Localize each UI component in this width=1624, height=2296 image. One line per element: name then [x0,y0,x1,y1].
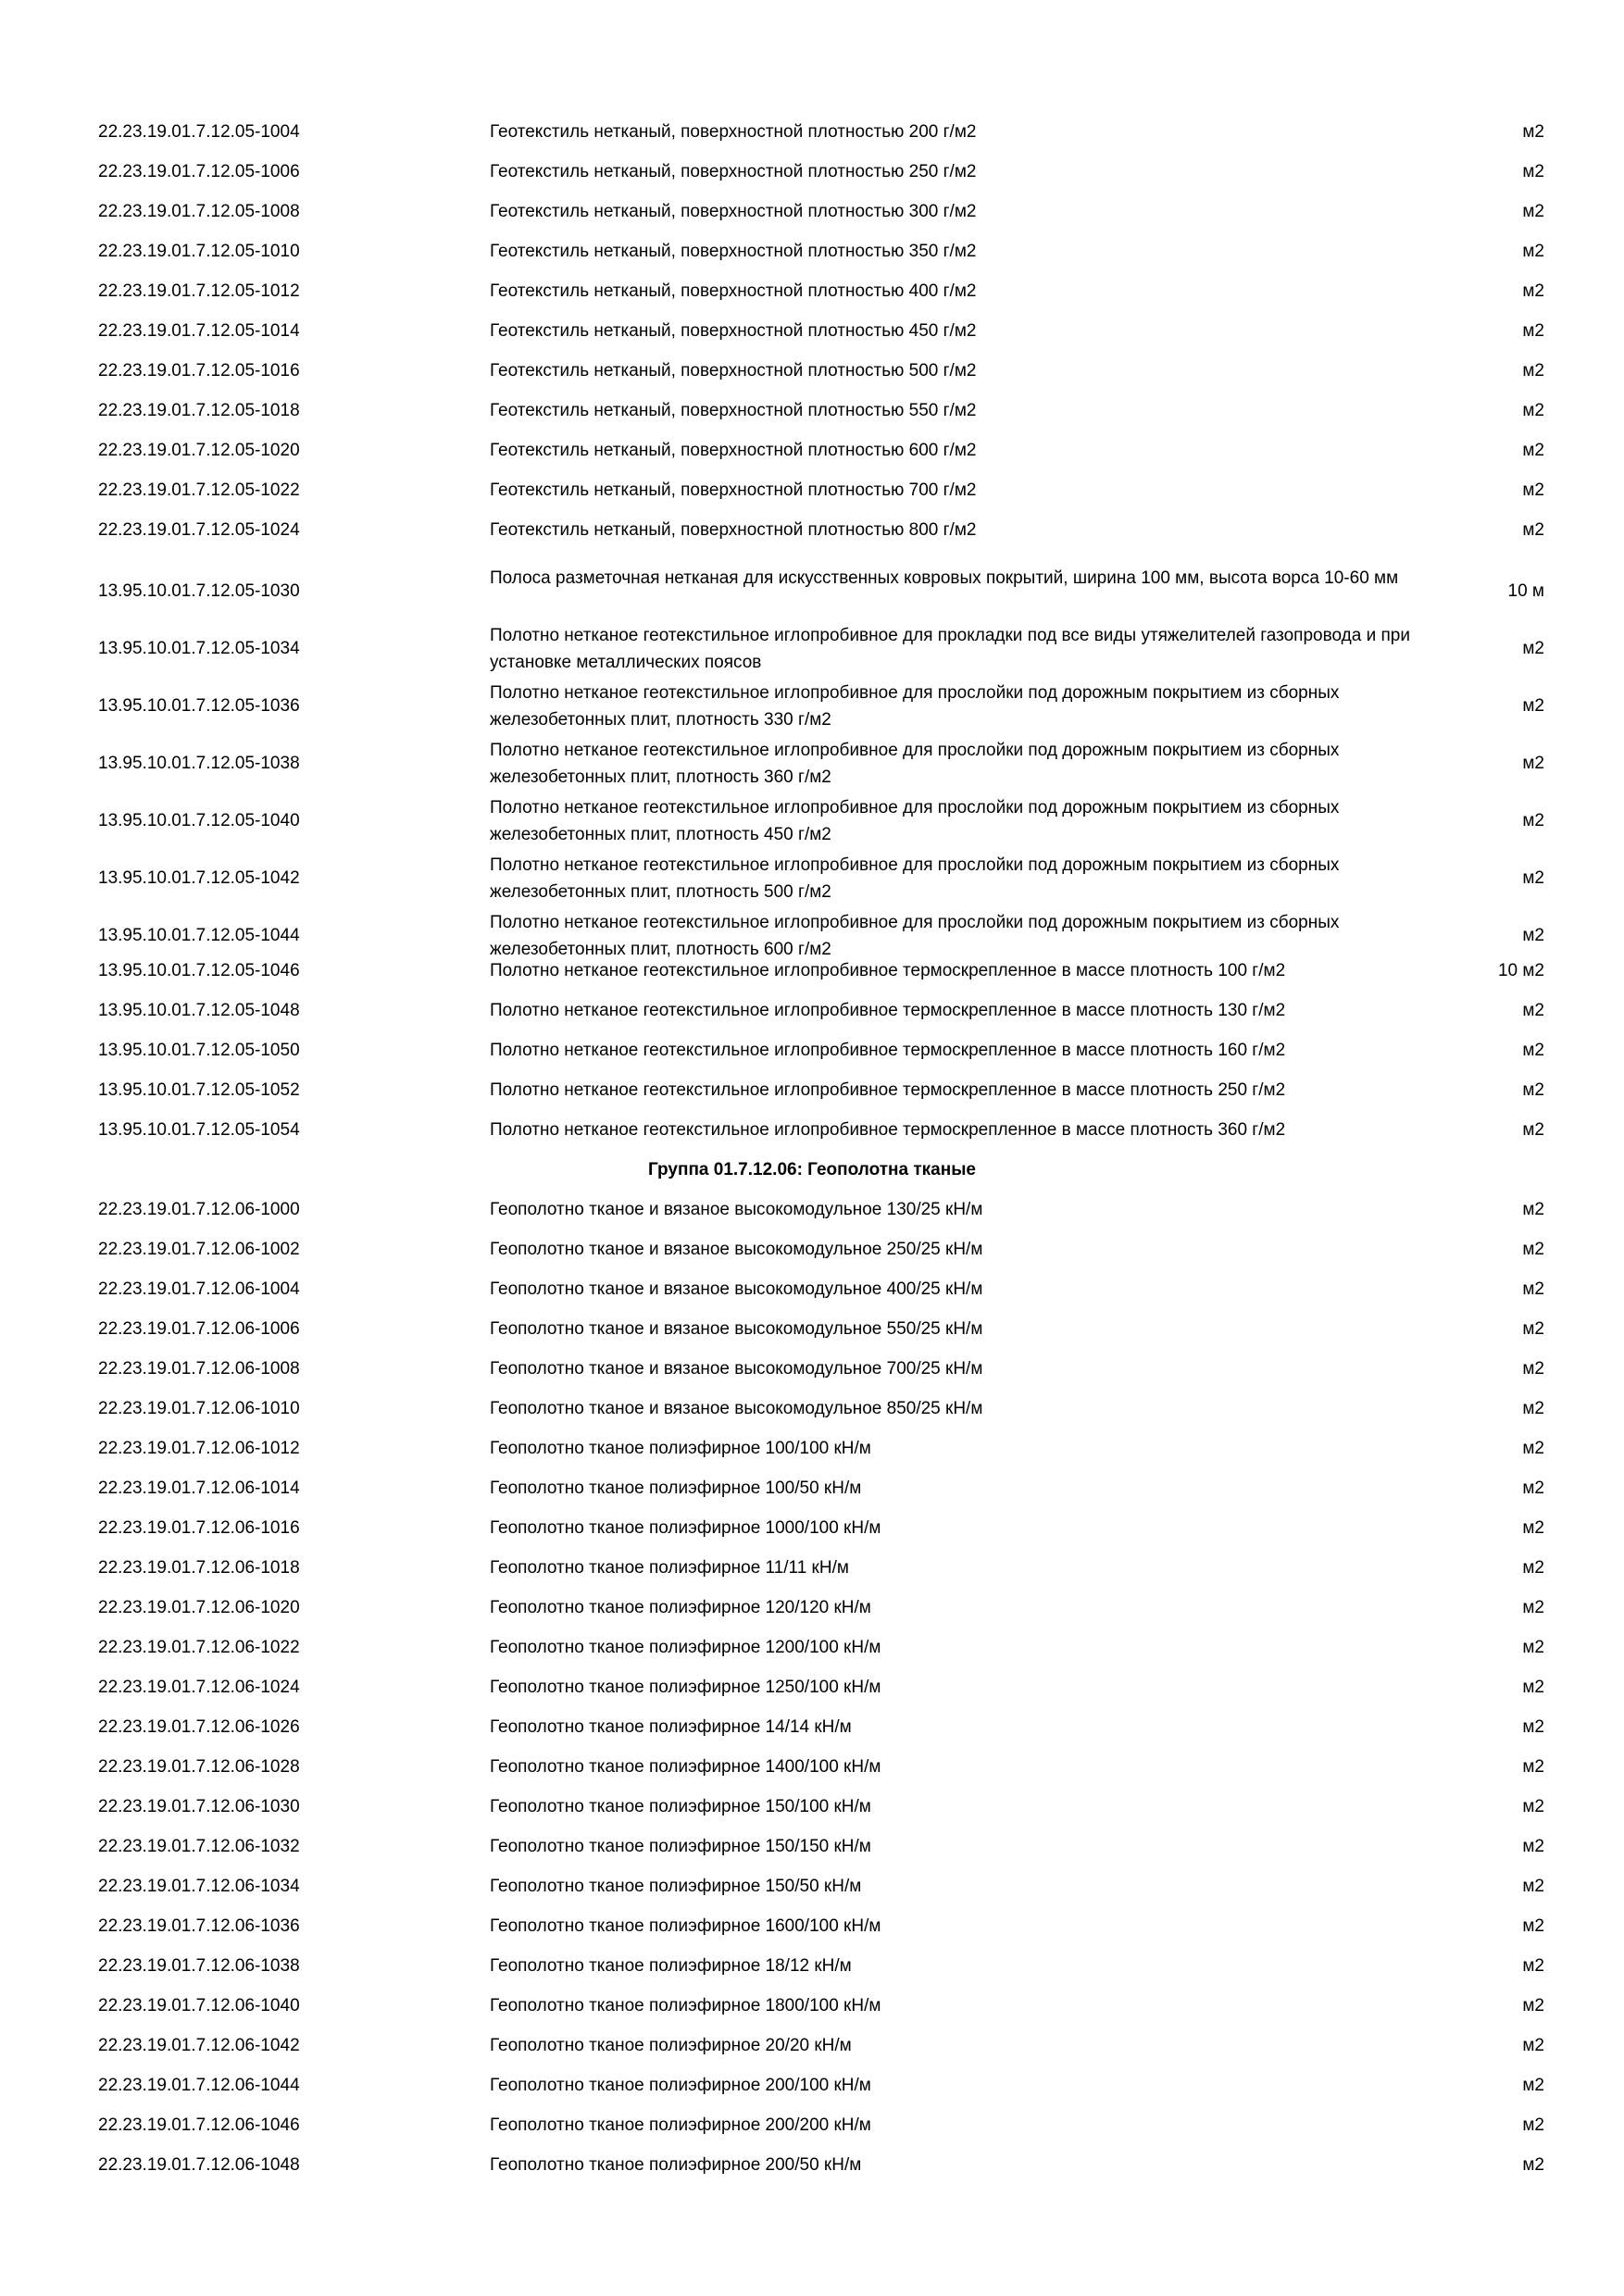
item-description: Геополотно тканое и вязаное высокомодульное 550/25 кН/м [490,1319,983,1339]
item-description: Геотекстиль нетканый, поверхностной плотностью 200 г/м2 [490,122,977,142]
item-unit: м2 [1522,1279,1544,1299]
item-code: 22.23.19.01.7.12.06-1002 [98,1240,300,1259]
item-description: Полотно нетканое геотекстильное иглопробивное термоскрепленное в массе плотность 160 г/м2 [490,1041,1286,1060]
item-code: 22.23.19.01.7.12.06-1026 [98,1717,300,1737]
item-unit: м2 [1522,1877,1544,1896]
item-unit: м2 [1522,441,1544,460]
item-unit: м2 [1522,361,1544,381]
item-code: 22.23.19.01.7.12.06-1038 [98,1956,300,1976]
item-description: Геотекстиль нетканый, поверхностной плотностью 800 г/м2 [490,520,977,540]
item-description: Полотно нетканое геотекстильное иглопробивное для прослойки под дорожным покрытием из сборных железобетонных плит, плотность 330 г/м2 [490,683,1340,730]
item-description: Полотно нетканое геотекстильное иглопробивное для прослойки под дорожным покрытием из сборных железобетонных плит, плотность 600 г/м2 [490,913,1340,959]
item-code: 22.23.19.01.7.12.06-1006 [98,1319,300,1339]
item-unit: м2 [1522,1001,1544,1020]
item-unit: м2 [1522,754,1544,773]
item-unit: м2 [1522,162,1544,181]
item-code: 22.23.19.01.7.12.05-1014 [98,321,300,341]
item-code: 13.95.10.01.7.12.05-1034 [98,639,300,658]
item-description: Геополотно тканое и вязаное высокомодульное 850/25 кН/м [490,1399,983,1418]
item-unit: м2 [1522,868,1544,888]
item-code: 22.23.19.01.7.12.05-1008 [98,202,300,221]
item-description: Геополотно тканое и вязаное высокомодульное 400/25 кН/м [490,1279,983,1299]
item-code: 22.23.19.01.7.12.05-1012 [98,281,300,301]
item-description: Геополотно тканое полиэфирное 1400/100 кН/м [490,1757,881,1777]
item-unit: м2 [1522,1678,1544,1697]
item-description: Геотекстиль нетканый, поверхностной плотностью 450 г/м2 [490,321,977,341]
item-unit: м2 [1522,1319,1544,1339]
item-code: 13.95.10.01.7.12.05-1054 [98,1120,300,1140]
item-code: 22.23.19.01.7.12.05-1016 [98,361,300,381]
item-unit: м2 [1522,1916,1544,1936]
item-unit: м2 [1522,1518,1544,1538]
group-heading: Группа 01.7.12.06: Геополотна тканые [648,1160,976,1179]
item-description: Геополотно тканое полиэфирное 100/100 кН/м [490,1439,871,1458]
item-description: Геотекстиль нетканый, поверхностной плотностью 500 г/м2 [490,361,977,381]
item-code: 22.23.19.01.7.12.06-1010 [98,1399,300,1418]
item-description: Геополотно тканое полиэфирное 200/50 кН/м [490,2155,862,2175]
item-code: 22.23.19.01.7.12.06-1024 [98,1678,300,1697]
item-unit: м2 [1522,1956,1544,1976]
item-description: Геотекстиль нетканый, поверхностной плотностью 300 г/м2 [490,202,977,221]
item-unit: м2 [1522,1399,1544,1418]
item-unit: м2 [1522,1080,1544,1100]
item-unit: м2 [1522,1439,1544,1458]
item-description: Геополотно тканое полиэфирное 1000/100 кН/м [490,1518,881,1538]
item-code: 13.95.10.01.7.12.05-1052 [98,1080,300,1100]
item-unit: м2 [1522,696,1544,716]
item-unit: м2 [1522,1638,1544,1657]
item-description: Полотно нетканое геотекстильное иглопробивное термоскрепленное в массе плотность 360 г/м2 [490,1120,1286,1140]
item-code: 13.95.10.01.7.12.05-1044 [98,926,300,945]
item-description: Геополотно тканое и вязаное высокомодульное 700/25 кН/м [490,1359,983,1379]
item-code: 22.23.19.01.7.12.06-1040 [98,1996,300,2015]
item-description: Геополотно тканое полиэфирное 1600/100 кН/м [490,1916,881,1936]
item-description: Геополотно тканое полиэфирное 150/150 кН/м [490,1837,871,1856]
item-unit: м2 [1522,2036,1544,2055]
item-code: 22.23.19.01.7.12.06-1020 [98,1598,300,1617]
item-description: Геополотно тканое и вязаное высокомодульное 130/25 кН/м [490,1200,983,1219]
item-unit: м2 [1522,2115,1544,2135]
item-unit: м2 [1522,811,1544,830]
item-code: 22.23.19.01.7.12.06-1028 [98,1757,300,1777]
item-code: 13.95.10.01.7.12.05-1046 [98,961,300,980]
item-description: Геотекстиль нетканый, поверхностной плотностью 700 г/м2 [490,480,977,500]
item-description: Геополотно тканое полиэфирное 120/120 кН/м [490,1598,871,1617]
item-description: Геополотно тканое полиэфирное 150/100 кН/м [490,1797,871,1816]
item-code: 22.23.19.01.7.12.06-1012 [98,1439,300,1458]
item-code: 13.95.10.01.7.12.05-1030 [98,581,300,601]
item-code: 13.95.10.01.7.12.05-1038 [98,754,300,773]
item-unit: м2 [1522,1757,1544,1777]
item-description: Полотно нетканое геотекстильное иглопробивное для прослойки под дорожным покрытием из сборных железобетонных плит, плотность 360 г/м2 [490,741,1340,787]
item-description: Геополотно тканое полиэфирное 1200/100 кН/м [490,1638,881,1657]
item-unit: м2 [1522,242,1544,261]
item-unit: м2 [1522,480,1544,500]
item-description: Геополотно тканое и вязаное высокомодульное 250/25 кН/м [490,1240,983,1259]
item-description: Полотно нетканое геотекстильное иглопробивное термоскрепленное в массе плотность 130 г/м2 [490,1001,1286,1020]
item-unit: м2 [1522,1717,1544,1737]
item-description: Полотно нетканое геотекстильное иглопробивное для прослойки под дорожным покрытием из сборных железобетонных плит, плотность 500 г/м2 [490,855,1340,902]
item-description: Геотекстиль нетканый, поверхностной плотностью 600 г/м2 [490,441,977,460]
item-unit: м2 [1522,1996,1544,2015]
item-code: 22.23.19.01.7.12.06-1032 [98,1837,300,1856]
item-code: 22.23.19.01.7.12.06-1042 [98,2036,300,2055]
item-unit: м2 [1522,1479,1544,1498]
item-description: Геополотно тканое полиэфирное 14/14 кН/м [490,1717,852,1737]
item-unit: м2 [1522,639,1544,658]
item-code: 13.95.10.01.7.12.05-1042 [98,868,300,888]
item-code: 13.95.10.01.7.12.05-1050 [98,1041,300,1060]
item-description: Полотно нетканое геотекстильное иглопробивное для прокладки под все виды утяжелителей газопровода и при установке металлических поясов [490,626,1410,672]
item-code: 22.23.19.01.7.12.06-1008 [98,1359,300,1379]
item-unit: м2 [1522,1120,1544,1140]
item-description: Геополотно тканое полиэфирное 1800/100 кН/м [490,1996,881,2015]
item-description: Геополотно тканое полиэфирное 20/20 кН/м [490,2036,852,2055]
item-unit: м2 [1522,520,1544,540]
item-code: 22.23.19.01.7.12.06-1030 [98,1797,300,1816]
item-description: Геополотно тканое полиэфирное 1250/100 кН/м [490,1678,881,1697]
item-description: Геополотно тканое полиэфирное 11/11 кН/м [490,1558,849,1578]
item-unit: м2 [1522,281,1544,301]
item-description: Геополотно тканое полиэфирное 100/50 кН/м [490,1479,862,1498]
item-code: 22.23.19.01.7.12.06-1016 [98,1518,300,1538]
item-code: 22.23.19.01.7.12.06-1004 [98,1279,300,1299]
item-unit: м2 [1522,1240,1544,1259]
item-description: Полоса разметочная нетканая для искусственных ковровых покрытий, ширина 100 мм, высота ворса 10-60 мм [490,568,1399,588]
item-description: Геотекстиль нетканый, поверхностной плотностью 400 г/м2 [490,281,977,301]
item-code: 22.23.19.01.7.12.05-1004 [98,122,300,142]
item-unit: м2 [1522,1598,1544,1617]
item-unit: м2 [1522,2076,1544,2095]
item-unit: 10 м2 [1497,961,1544,980]
item-code: 22.23.19.01.7.12.06-1018 [98,1558,300,1578]
item-description: Геополотно тканое полиэфирное 150/50 кН/м [490,1877,862,1896]
item-description: Геополотно тканое полиэфирное 200/100 кН/м [490,2076,871,2095]
item-description: Геотекстиль нетканый, поверхностной плотностью 250 г/м2 [490,162,977,181]
item-description: Полотно нетканое геотекстильное иглопробивное для прослойки под дорожным покрытием из сборных железобетонных плит, плотность 450 г/м2 [490,798,1340,844]
item-unit: м2 [1522,202,1544,221]
item-unit: 10 м [1507,581,1544,601]
item-code: 22.23.19.01.7.12.05-1024 [98,520,300,540]
item-code: 22.23.19.01.7.12.06-1000 [98,1200,300,1219]
item-code: 22.23.19.01.7.12.06-1046 [98,2115,300,2135]
item-code: 13.95.10.01.7.12.05-1048 [98,1001,300,1020]
item-unit: м2 [1522,1359,1544,1379]
item-code: 22.23.19.01.7.12.06-1022 [98,1638,300,1657]
item-code: 22.23.19.01.7.12.05-1006 [98,162,300,181]
item-code: 22.23.19.01.7.12.05-1020 [98,441,300,460]
item-description: Полотно нетканое геотекстильное иглопробивное термоскрепленное в массе плотность 250 г/м2 [490,1080,1286,1100]
item-description: Геотекстиль нетканый, поверхностной плотностью 350 г/м2 [490,242,977,261]
item-code: 13.95.10.01.7.12.05-1040 [98,811,300,830]
item-unit: м2 [1522,1200,1544,1219]
item-description: Геополотно тканое полиэфирное 200/200 кН/м [490,2115,871,2135]
item-unit: м2 [1522,1837,1544,1856]
item-unit: м2 [1522,122,1544,142]
item-unit: м2 [1522,1797,1544,1816]
item-unit: м2 [1522,321,1544,341]
item-unit: м2 [1522,2155,1544,2175]
item-description: Полотно нетканое геотекстильное иглопробивное термоскрепленное в массе плотность 100 г/м2 [490,961,1286,980]
item-unit: м2 [1522,1041,1544,1060]
item-code: 22.23.19.01.7.12.06-1014 [98,1479,300,1498]
item-description: Геотекстиль нетканый, поверхностной плотностью 550 г/м2 [490,401,977,420]
item-code: 22.23.19.01.7.12.06-1044 [98,2076,300,2095]
item-unit: м2 [1522,1558,1544,1578]
item-code: 22.23.19.01.7.12.06-1048 [98,2155,300,2175]
item-code: 22.23.19.01.7.12.05-1010 [98,242,300,261]
item-code: 22.23.19.01.7.12.06-1036 [98,1916,300,1936]
item-code: 22.23.19.01.7.12.05-1022 [98,480,300,500]
item-unit: м2 [1522,401,1544,420]
item-code: 22.23.19.01.7.12.05-1018 [98,401,300,420]
item-code: 13.95.10.01.7.12.05-1036 [98,696,300,716]
item-description: Геополотно тканое полиэфирное 18/12 кН/м [490,1956,852,1976]
item-code: 22.23.19.01.7.12.06-1034 [98,1877,300,1896]
item-unit: м2 [1522,926,1544,945]
